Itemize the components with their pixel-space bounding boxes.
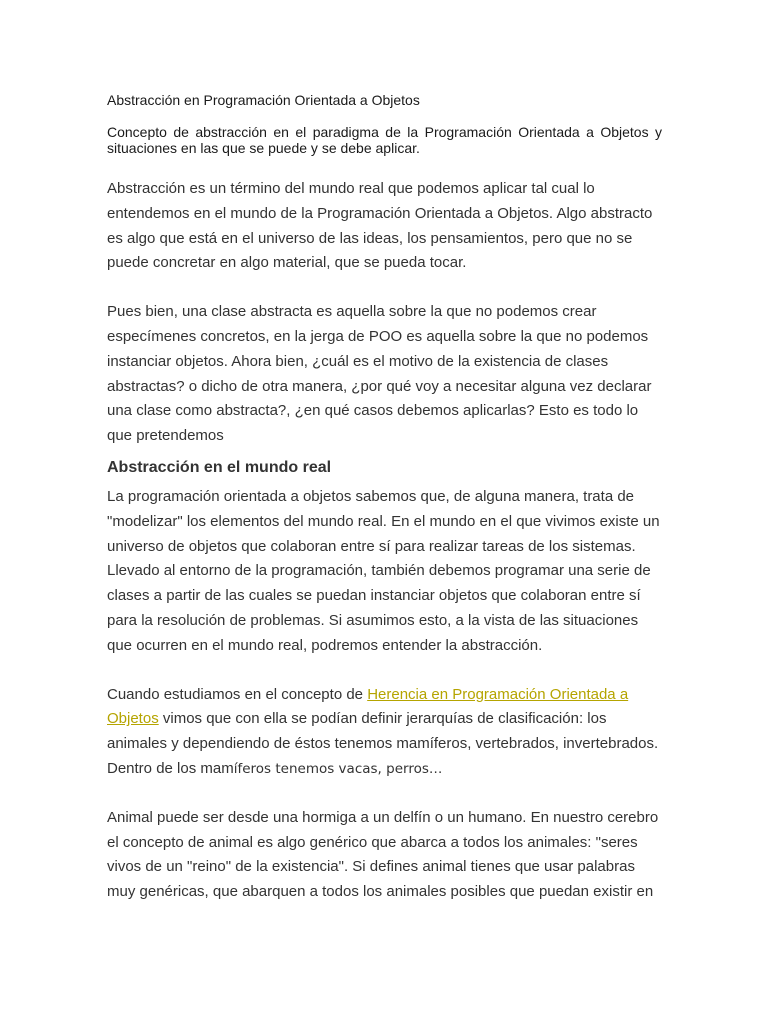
paragraph-text-before-link: Cuando estudiamos en el concepto de (107, 685, 368, 703)
paragraph-text-alt-font: íferos tenemos vacas, perros… (233, 760, 443, 777)
document-subtitle: Concepto de abstracción en el paradigma de la Programación Orientada a Objetos y situaciones en las que se puede y se debe aplicar. (107, 124, 662, 156)
intro-paragraph-2: Pues bien, una clase abstracta es aquella sobre la que no podemos crear especímenes concretos, en la jerga de POO es aquella sobre la que no podemos instanciar objetos. Ahora bien, ¿cuál es el motivo de la existencia de clases abstractas? o dicho de otra manera, ¿por qué voy a necesitar alguna vez declarar una clase como abstracta?, ¿en qué casos debemos aplicarlas? Esto es todo lo que pretendemos (107, 303, 652, 445)
section-paragraph-1: La programación orientada a objetos sabemos que, de alguna manera, trata de "modelizar" los elementos del mundo real. En el mundo en el que vivimos existe un universo de objetos que colaboran entre sí para realizar tareas de los sistemas. Llevado al entorno de la programación, también debemos programar una serie de clases a partir de las cuales se puedan instanciar objetos que colaboran entre sí para la resolución de problemas. Si asumimos esto, a la vista de las situaciones que ocurren en el mundo real, podremos entender la abstracción. (107, 487, 660, 654)
herencia-link[interactable]: Herencia en Programación Orientada a Objetos (107, 685, 629, 728)
section-heading: Abstracción en el mundo real (107, 458, 332, 476)
section-paragraph-3: Animal puede ser desde una hormiga a un delfín o un humano. En nuestro cerebro el concepto de animal es algo genérico que abarca a todos los animales: "seres vivos de un "reino" de la existencia". Si defines animal tienes que usar palabras muy genéricas, que abarquen a todos los animales posibles que puedan existir en (107, 808, 659, 901)
document-title: Abstracción en Programación Orientada a Objetos (107, 92, 420, 108)
document-page (107, 90, 662, 929)
section-paragraph-2 (107, 683, 662, 782)
paragraph-text-after-link: vimos que con ella se podían definir jerarquías de clasificación: los animales y dependiendo de éstos tenemos mamíferos, vertebrados, invertebrados. Dentro de los mam (107, 710, 659, 777)
intro-paragraph-1: Abstracción es un término del mundo real que podemos aplicar tal cual lo entendemos en el mundo de la Programación Orientada a Objetos. Algo abstracto es algo que está en el universo de las ideas, los pensamientos, pero que no se puede concretar en algo material, que se pueda tocar. (107, 180, 653, 272)
